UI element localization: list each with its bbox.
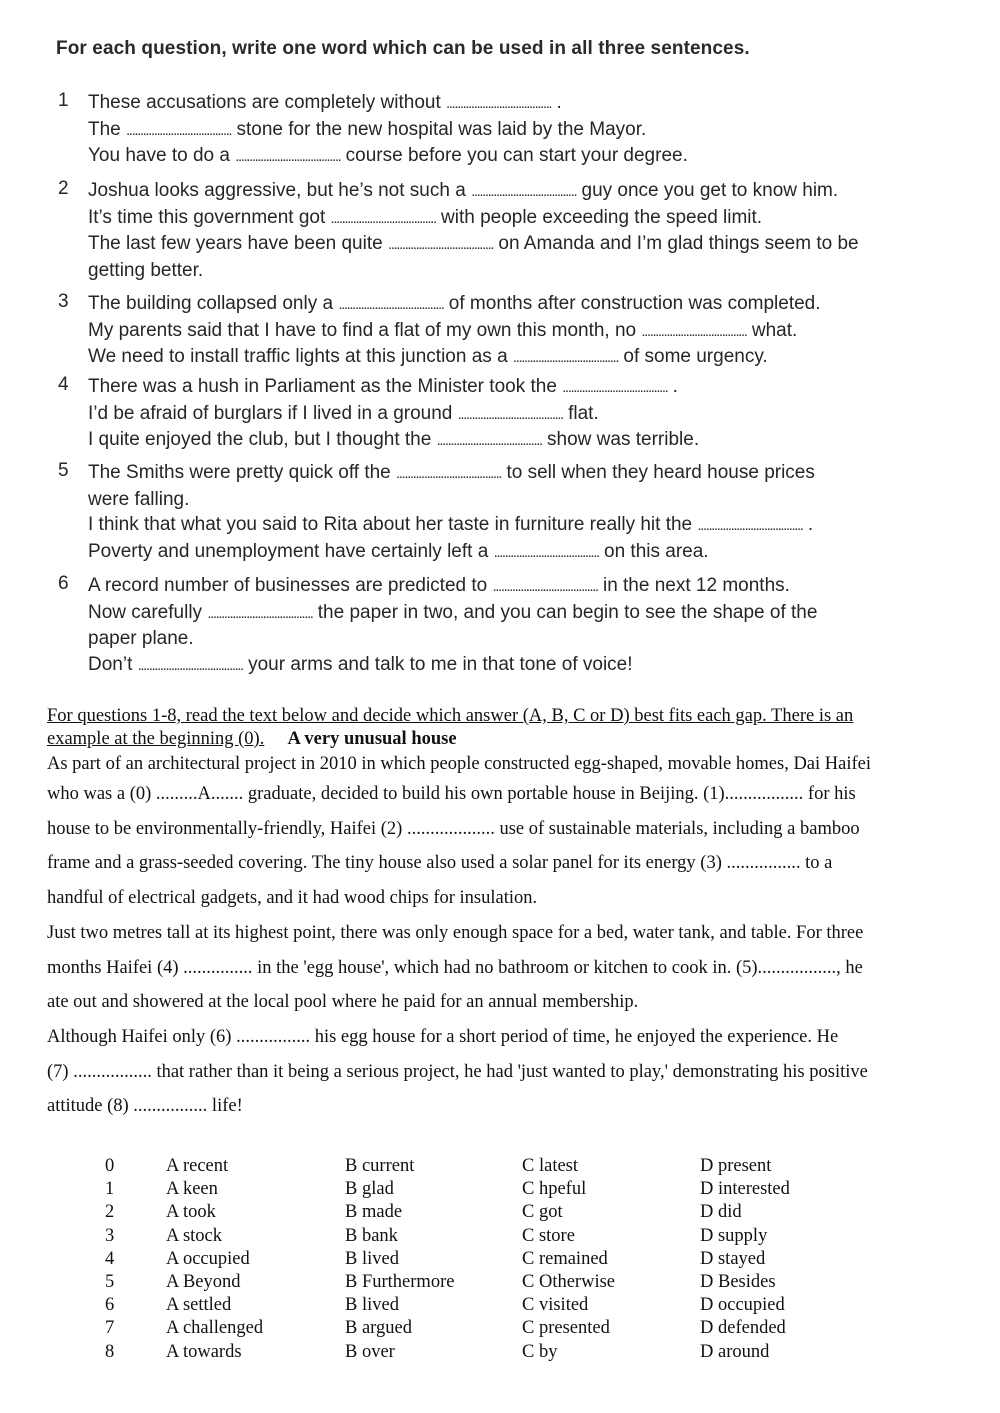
sentence: The last few years have been quite ...................................... on Amanda and I’m glad things seem to be — [88, 231, 958, 258]
option-b[interactable]: B argued — [345, 1318, 412, 1339]
answer-gap[interactable]: ...................................... — [512, 349, 619, 366]
answer-gap[interactable]: ...................................... — [471, 183, 577, 200]
answer-gap[interactable]: ...................................... — [330, 209, 436, 227]
sentence: A record number of businesses are predicted to ...................................... in the next 12 months. — [88, 573, 958, 600]
answer-gap[interactable]: ...................................... — [235, 148, 341, 165]
option-a[interactable]: A stock — [166, 1225, 223, 1246]
option-b[interactable]: B lived — [345, 1248, 399, 1269]
option-d[interactable]: D did — [700, 1202, 742, 1223]
option-d[interactable]: D interested — [700, 1179, 790, 1200]
answer-gap[interactable]: ...................................... — [338, 296, 444, 313]
story-line: house to be environmentally-friendly, Haifei (2) ................... use of sustainable materials, including a bamboo — [47, 818, 860, 839]
option-c[interactable]: C presented — [522, 1318, 610, 1339]
story-title: A very unusual house — [287, 729, 457, 749]
sentence: The Smiths were pretty quick off the ...................................... to sell when they heard house prices — [88, 460, 958, 487]
option-a[interactable]: A occupied — [166, 1248, 250, 1269]
question-number: 6 — [58, 573, 69, 594]
story-paragraph-3 — [47, 1020, 952, 1124]
sentence: It’s time this government got ...................................... with people exceeding the speed limit. — [88, 205, 958, 232]
instructions — [47, 705, 952, 751]
option-c[interactable]: C got — [522, 1202, 563, 1223]
option-c[interactable]: C store — [522, 1225, 575, 1246]
option-a[interactable]: A took — [166, 1202, 216, 1223]
option-c[interactable]: C visited — [522, 1295, 589, 1316]
option-a[interactable]: A challenged — [166, 1318, 264, 1339]
question-2 — [58, 178, 958, 283]
story-line: As part of an architectural project in 2010 in which people constructed egg-shaped, movable homes, Dai Haifei — [47, 754, 871, 774]
sentence: Joshua looks aggressive, but he’s not such a ...................................... guy once you get to know him. — [88, 178, 958, 205]
answer-gap[interactable]: ...................................... — [137, 656, 243, 674]
option-d[interactable]: D Besides — [700, 1271, 776, 1292]
question-number: 4 — [58, 374, 69, 395]
question-6 — [58, 573, 958, 678]
option-number: 8 — [105, 1341, 115, 1362]
sentence: These accusations are completely without ...................................... . — [88, 90, 958, 117]
answer-gap[interactable]: ...................................... — [396, 465, 502, 482]
sentence: Poverty and unemployment have certainly left a ...................................... on this area. — [88, 539, 958, 566]
option-c[interactable]: C Otherwise — [522, 1271, 615, 1292]
option-a[interactable]: A keen — [166, 1179, 218, 1200]
story-line: attitude (8) ................ life! — [47, 1096, 243, 1117]
option-number: 3 — [105, 1225, 115, 1246]
answer-gap[interactable]: ...................................... — [562, 379, 668, 396]
answer-gap[interactable]: ...................................... — [207, 604, 313, 622]
option-c[interactable]: C latest — [522, 1156, 579, 1176]
question-number: 2 — [58, 178, 69, 199]
option-c[interactable]: C by — [522, 1341, 558, 1362]
sentence: I’d be afraid of burglars if I lived in a ground ...................................... flat. — [88, 401, 958, 428]
question-1 — [58, 90, 958, 170]
reading-section — [47, 705, 952, 1124]
story-line: Although Haifei only (6) ................ his egg house for a short period of time, he enjoyed the experience. He — [47, 1026, 839, 1047]
option-d[interactable]: D occupied — [700, 1295, 785, 1316]
sentence: My parents said that I have to find a flat of my own this month, no ...................................... what. — [88, 318, 958, 345]
option-a[interactable]: A recent — [166, 1156, 229, 1176]
option-number: 5 — [105, 1271, 115, 1292]
option-c[interactable]: C remained — [522, 1248, 608, 1269]
sentence: We need to install traffic lights at this junction as a ...................................... of some urgency. — [88, 344, 958, 371]
option-c[interactable]: C hpeful — [522, 1179, 587, 1200]
story-line: Just two metres tall at its highest point, there was only enough space for a bed, water tank, and table. For three — [47, 922, 864, 943]
option-b[interactable]: B current — [345, 1156, 415, 1176]
option-d[interactable]: D supply — [700, 1225, 768, 1246]
option-b[interactable]: B lived — [345, 1295, 399, 1316]
sentence-continuation: were falling. — [88, 488, 190, 510]
option-a[interactable]: A settled — [166, 1295, 232, 1316]
part1-heading: For each question, write one word which can be used in all three sentences. — [56, 38, 750, 59]
story-line: frame and a grass-seeded covering. The tiny house also used a solar panel for its energy (3) ................ to a — [47, 853, 833, 874]
instructions-line: example at the beginning (0). A very unusual house — [47, 729, 457, 749]
answer-gap[interactable]: ...................................... — [492, 578, 598, 595]
question-3 — [58, 291, 958, 371]
answer-gap[interactable]: ...................................... — [697, 517, 803, 534]
sentence: You have to do a ...................................... course before you can start your degree. — [88, 143, 958, 170]
option-d[interactable]: D around — [700, 1341, 770, 1362]
story-line: months Haifei (4) ............... in the 'egg house', which had no bathroom or kitchen to cook in. (5)................., he — [47, 957, 863, 978]
story-line: ate out and showered at the local pool where he paid for an annual membership. — [47, 992, 639, 1013]
option-a[interactable]: A Beyond — [166, 1271, 241, 1292]
instructions-line: For questions 1-8, read the text below and decide which answer (A, B, C or D) best fits each gap. There is an — [47, 706, 854, 726]
option-b[interactable]: B glad — [345, 1179, 394, 1200]
option-b[interactable]: B Furthermore — [345, 1271, 455, 1292]
sentence: Now carefully ...................................... the paper in two, and you can begin to see the shape of the — [88, 600, 958, 627]
question-4 — [58, 374, 958, 454]
sentence: Don’t ...................................... your arms and talk to me in that tone of voice! — [88, 652, 958, 679]
question-number: 3 — [58, 291, 69, 312]
option-d[interactable]: D present — [700, 1156, 772, 1176]
option-b[interactable]: B made — [345, 1202, 403, 1223]
answer-gap[interactable]: ...................................... — [126, 121, 232, 139]
story-paragraph-1 — [47, 751, 952, 916]
option-number: 7 — [105, 1318, 115, 1339]
sentence: The building collapsed only a ...................................... of months after construction was completed. — [88, 291, 958, 318]
question-5 — [58, 460, 958, 565]
option-d[interactable]: D stayed — [700, 1248, 766, 1269]
option-number: 4 — [105, 1248, 115, 1269]
sentence: The ...................................... stone for the new hospital was laid by the Mayor. — [88, 117, 958, 144]
option-a[interactable]: A towards — [166, 1341, 242, 1362]
answer-gap[interactable]: ...................................... — [446, 95, 552, 112]
option-b[interactable]: B bank — [345, 1225, 398, 1246]
option-b[interactable]: B over — [345, 1341, 395, 1362]
sentence: There was a hush in Parliament as the Minister took the ...................................... . — [88, 374, 958, 401]
story-paragraph-2 — [47, 916, 952, 1020]
story-line: who was a (0) .........A....... graduate, decided to build his own portable house in Beijing. (1)................. for his — [47, 784, 856, 804]
sentence: I quite enjoyed the club, but I thought the ...................................... show was terrible. — [88, 427, 958, 454]
option-number: 6 — [105, 1295, 115, 1316]
answer-gap[interactable]: ...................................... — [436, 432, 542, 449]
sentence-continuation: paper plane. — [88, 628, 194, 649]
question-number: 1 — [58, 90, 69, 111]
answer-gap[interactable]: ...................................... — [387, 236, 494, 253]
answer-gap[interactable]: ...................................... — [641, 322, 747, 340]
option-number: 0 — [105, 1156, 115, 1176]
option-number: 2 — [105, 1202, 115, 1223]
question-number: 5 — [58, 460, 69, 481]
story-line: (7) ................. that rather than it being a serious project, he had 'just wanted to play,' demonstrating his positive — [47, 1061, 868, 1082]
story-line: handful of electrical gadgets, and it had wood chips for insulation. — [47, 888, 538, 909]
option-number: 1 — [105, 1179, 115, 1200]
sentence: I think that what you said to Rita about her taste in furniture really hit the ...................................... . — [88, 512, 958, 539]
answer-gap[interactable]: ...................................... — [493, 543, 599, 561]
answer-gap[interactable]: ...................................... — [457, 405, 563, 423]
sentence-continuation: getting better. — [88, 259, 204, 281]
option-d[interactable]: D defended — [700, 1318, 786, 1339]
